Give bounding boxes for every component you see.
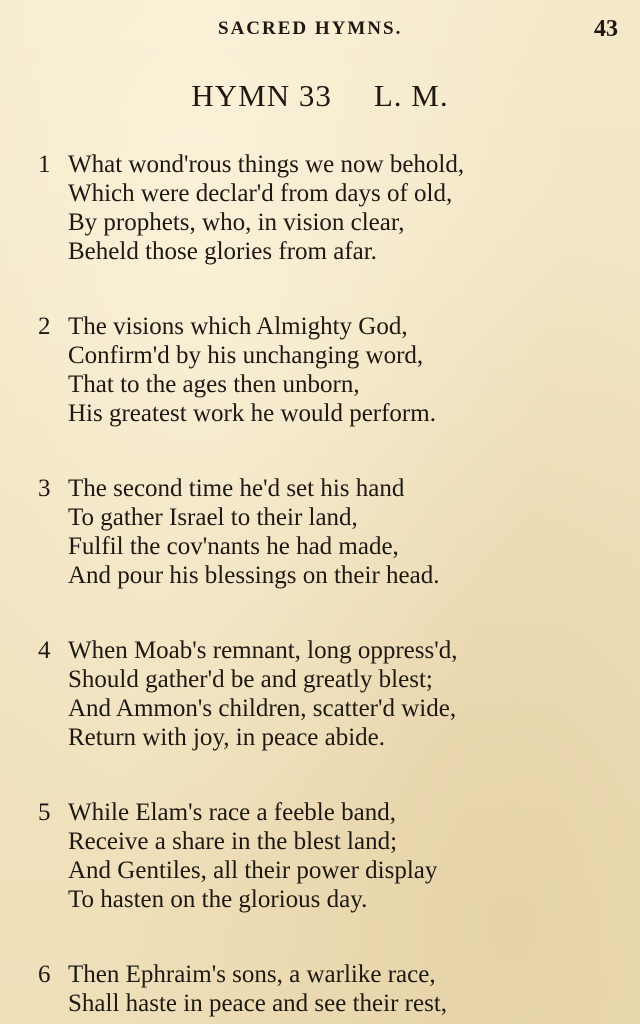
verse-6 — [0, 960, 640, 1018]
verse-line: What wond'rous things we now behold, — [68, 151, 465, 178]
verse-4 — [0, 636, 640, 752]
verse-number: 4 — [38, 637, 51, 664]
verse-line: And pour his blessings on their head. — [68, 562, 440, 589]
verse-1 — [0, 150, 640, 266]
verse-number: 3 — [38, 475, 51, 502]
verse-line: Confirm'd by his unchanging word, — [68, 342, 424, 369]
verse-number: 1 — [38, 151, 51, 178]
verse-line: By prophets, who, in vision clear, — [68, 209, 405, 236]
verses — [0, 150, 640, 1024]
verse-line: While Elam's race a feeble band, — [68, 799, 396, 826]
verse-line: And Gentiles, all their power display — [68, 857, 438, 884]
verse-line: The visions which Almighty God, — [68, 313, 408, 340]
hymn-number: HYMN 33 — [191, 78, 332, 113]
running-title: SACRED HYMNS. — [218, 18, 403, 39]
verse-line: Receive a share in the blest land; — [68, 828, 398, 855]
verse-line: Which were declar'd from days of old, — [68, 180, 453, 207]
verse-line: His greatest work he would perform. — [68, 400, 436, 427]
verse-line: Beheld those glories from afar. — [68, 238, 377, 265]
verse-line: To gather Israel to their land, — [68, 504, 358, 531]
verse-line: Fulfil the cov'nants he had made, — [68, 533, 399, 560]
verse-number: 2 — [38, 313, 51, 340]
verse-line: To hasten on the glorious day. — [68, 886, 368, 913]
verse-line: That to the ages then unborn, — [68, 371, 360, 398]
hymn-heading — [0, 78, 640, 114]
verse-line: Return with joy, in peace abide. — [68, 724, 386, 751]
verse-line: Shall haste in peace and see their rest, — [68, 990, 448, 1017]
running-head — [0, 16, 640, 46]
verse-3 — [0, 474, 640, 590]
verse-line: And Ammon's children, scatter'd wide, — [68, 695, 457, 722]
verse-number: 5 — [38, 799, 51, 826]
hymn-meter: L. M. — [373, 78, 449, 113]
verse-5 — [0, 798, 640, 914]
verse-line: The second time he'd set his hand — [68, 475, 405, 502]
page-number: 43 — [594, 16, 618, 42]
verse-number: 6 — [38, 961, 51, 988]
verse-2 — [0, 312, 640, 428]
verse-line: Should gather'd be and greatly blest; — [68, 666, 433, 693]
verse-line: When Moab's remnant, long oppress'd, — [68, 637, 458, 664]
verse-line: Then Ephraim's sons, a warlike race, — [68, 961, 436, 988]
